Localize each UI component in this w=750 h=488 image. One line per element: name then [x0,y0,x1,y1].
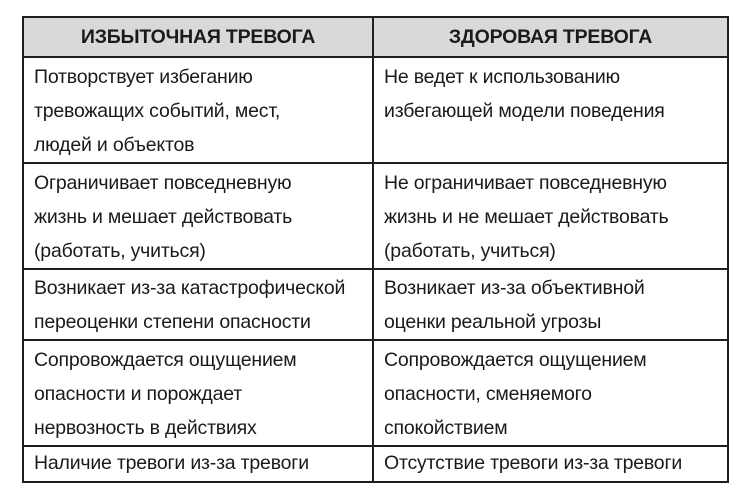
cell-excessive [23,446,373,482]
cell-line: Сопровождается ощущением [34,349,297,371]
header-row [23,17,728,57]
header-excessive-anxiety: ИЗБЫТОЧНАЯ ТРЕВОГА [23,17,373,57]
cell-excessive [23,340,373,446]
cell-line: жизнь и мешает действовать [34,206,293,228]
cell-line: опасности и порождает [34,383,242,405]
cell-line: Ограничивает повседневную [34,172,292,194]
cell-line: тревожащих событий, мест, [34,100,281,122]
table-row [23,57,728,163]
cell-line: опасности, сменяемого [384,383,592,405]
table-row [23,269,728,340]
cell-line: людей и объектов [34,134,195,156]
cell-excessive [23,269,373,340]
cell-line: спокойствием [384,417,508,439]
cell-line: Сопровождается ощущением [384,349,647,371]
cell-line: Возникает из-за катастрофической [34,277,346,299]
table-row [23,163,728,269]
header-healthy-anxiety: ЗДОРОВАЯ ТРЕВОГА [373,17,728,57]
cell-healthy [373,269,728,340]
table-row [23,340,728,446]
cell-healthy [373,446,728,482]
cell-line: избегающей модели поведения [384,100,665,122]
cell-healthy [373,163,728,269]
comparison-table [22,16,729,483]
cell-healthy [373,57,728,163]
cell-line: Не ограничивает повседневную [384,172,667,194]
cell-line: оценки реальной угрозы [384,311,602,333]
cell-line: переоценки степени опасности [34,311,311,333]
cell-line: Не ведет к использованию [384,66,620,88]
cell-line: (работать, учиться) [34,240,206,262]
cell-line: нервозность в действиях [34,417,257,439]
cell-line: Отсутствие тревоги из-за тревоги [384,452,683,474]
cell-healthy [373,340,728,446]
cell-line: Возникает из-за объективной [384,277,645,299]
cell-line: (работать, учиться) [384,240,556,262]
cell-excessive [23,57,373,163]
cell-line: Наличие тревоги из-за тревоги [34,452,309,474]
cell-line: Потворствует избеганию [34,66,253,88]
table-row [23,446,728,482]
cell-excessive [23,163,373,269]
cell-line: жизнь и не мешает действовать [384,206,669,228]
